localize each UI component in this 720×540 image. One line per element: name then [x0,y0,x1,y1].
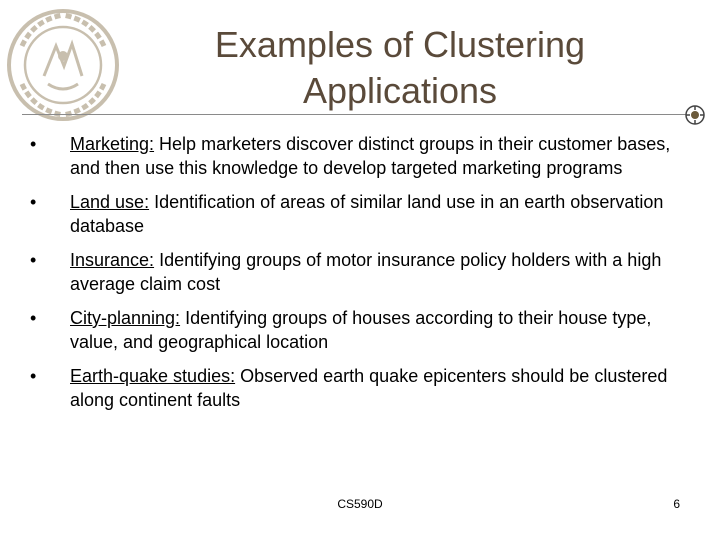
bullet-symbol: • [30,366,37,386]
bullet-symbol: • [30,192,37,212]
bullet-symbol: • [30,134,37,154]
bullet-text: Help marketers discover distinct groups in their customer bases, and then use this knowledge to develop targeted marketing programs [70,134,671,178]
university-seal-icon [4,6,122,124]
footer-page-number: 6 [673,497,680,511]
bullet-item-land-use [30,190,690,238]
bullet-term: Insurance: [70,250,155,270]
bullet-term: Marketing: [70,134,155,154]
bullet-text: Identification of areas of similar land use in an earth observation database [70,192,664,236]
bullet-text: Observed earth quake epicenters should be clustered along continent faults [70,366,668,410]
slide-title-line-1: Examples of Clustering [214,24,586,65]
bullet-term: Land use: [70,192,150,212]
bullet-symbol: • [30,250,37,270]
seal-ornament-icon [684,104,706,126]
bullet-item-earthquake-studies [30,364,690,412]
bullet-term: City-planning: [70,308,181,328]
bullet-symbol: • [30,308,37,328]
bullet-item-insurance [30,248,690,296]
bullet-term: Earth-quake studies: [70,366,236,386]
bullet-item-marketing [30,132,690,180]
bullet-text: Identifying groups of houses according to their house type, value, and geographical location [70,308,652,352]
bullet-text: Identifying groups of motor insurance policy holders with a high average claim cost [70,250,662,294]
footer-course-code: CS590D [337,497,383,511]
title-divider [22,114,690,115]
bullet-item-city-planning [30,306,690,354]
slide-title [120,22,680,114]
slide-title-line-2: Applications [302,70,498,111]
bullet-list [30,132,690,422]
